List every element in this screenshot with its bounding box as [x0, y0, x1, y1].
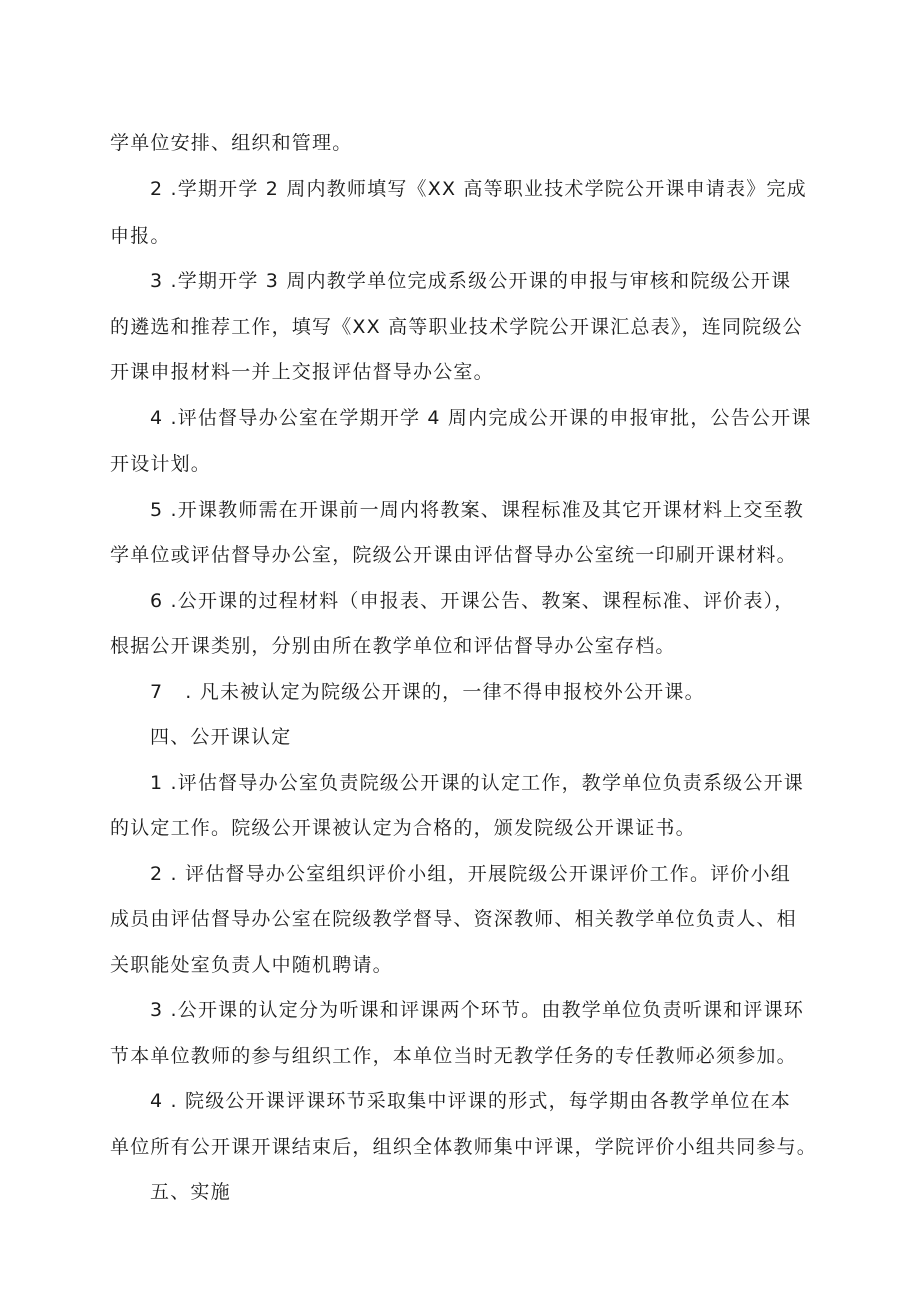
paragraph-line: 3 .公开课的认定分为听课和评课两个环节。由教学单位负责听课和评课环: [150, 999, 804, 1021]
paragraph-line: 开设计划。: [110, 453, 212, 475]
paragraph-line: 4 . 院级公开课评课环节采取集中评课的形式，每学期由各教学单位在本: [150, 1090, 792, 1112]
paragraph-line: 根据公开课类别，分别由所在教学单位和评估督导办公室存档。: [110, 635, 676, 657]
paragraph-line: 开课申报材料一并上交报评估督导办公室。: [110, 361, 494, 383]
paragraph-line: 5 .开课教师需在开课前一周内将教案、课程标准及其它开课材料上交至教: [150, 499, 804, 521]
item-number: 7: [150, 681, 164, 703]
paragraph-line: 3 .学期开学 3 周内教学单位完成系级公开课的申报与审核和院级公开课: [150, 270, 792, 292]
paragraph-line: 的认定工作。院级公开课被认定为合格的，颁发院级公开课证书。: [110, 817, 696, 839]
section-heading: 五、实施: [150, 1181, 231, 1203]
paragraph-line: 2 .学期开学 2 周内教师填写《XX 高等职业技术学院公开课申请表》完成: [150, 178, 807, 200]
paragraph-line: 4 .评估督导办公室在学期开学 4 周内完成公开课的申报审批，公告公开课: [150, 407, 812, 429]
paragraph-line: 6 .公开课的过程材料（申报表、开课公告、教案、课程标准、评价表），: [150, 590, 795, 612]
paragraph-line: 2 . 评估督导办公室组织评价小组，开展院级公开课评价工作。评价小组: [150, 863, 792, 885]
paragraph-line: 关职能处室负责人中随机聘请。: [110, 954, 393, 976]
paragraph-line: 申报。: [110, 225, 171, 247]
paragraph-line: 学单位或评估督导办公室，院级公开课由评估督导办公室统一印刷开课材料。: [110, 544, 797, 566]
paragraph-line: 节本单位教师的参与组织工作，本单位当时无教学任务的专任教师必须参加。: [110, 1045, 797, 1067]
paragraph-line: 的遴选和推荐工作，填写《XX 高等职业技术学院公开课汇总表》，连同院级公: [110, 316, 803, 338]
paragraph-line: 成员由评估督导办公室在院级教学督导、资深教师、相关教学单位负责人、相: [110, 908, 797, 930]
section-heading: 四、公开课认定: [150, 726, 292, 748]
item-text: . 凡未被认定为院级公开课的，一律不得申报校外公开课。: [185, 681, 705, 703]
paragraph-line: 单位所有公开课开课结束后，组织全体教师集中评课，学院评价小组共同参与。: [110, 1136, 818, 1158]
paragraph-line: [150, 678, 705, 706]
paragraph-line: 1 .评估督导办公室负责院级公开课的认定工作，教学单位负责系级公开课: [150, 772, 804, 794]
paragraph-line: 学单位安排、组织和管理。: [110, 132, 353, 154]
